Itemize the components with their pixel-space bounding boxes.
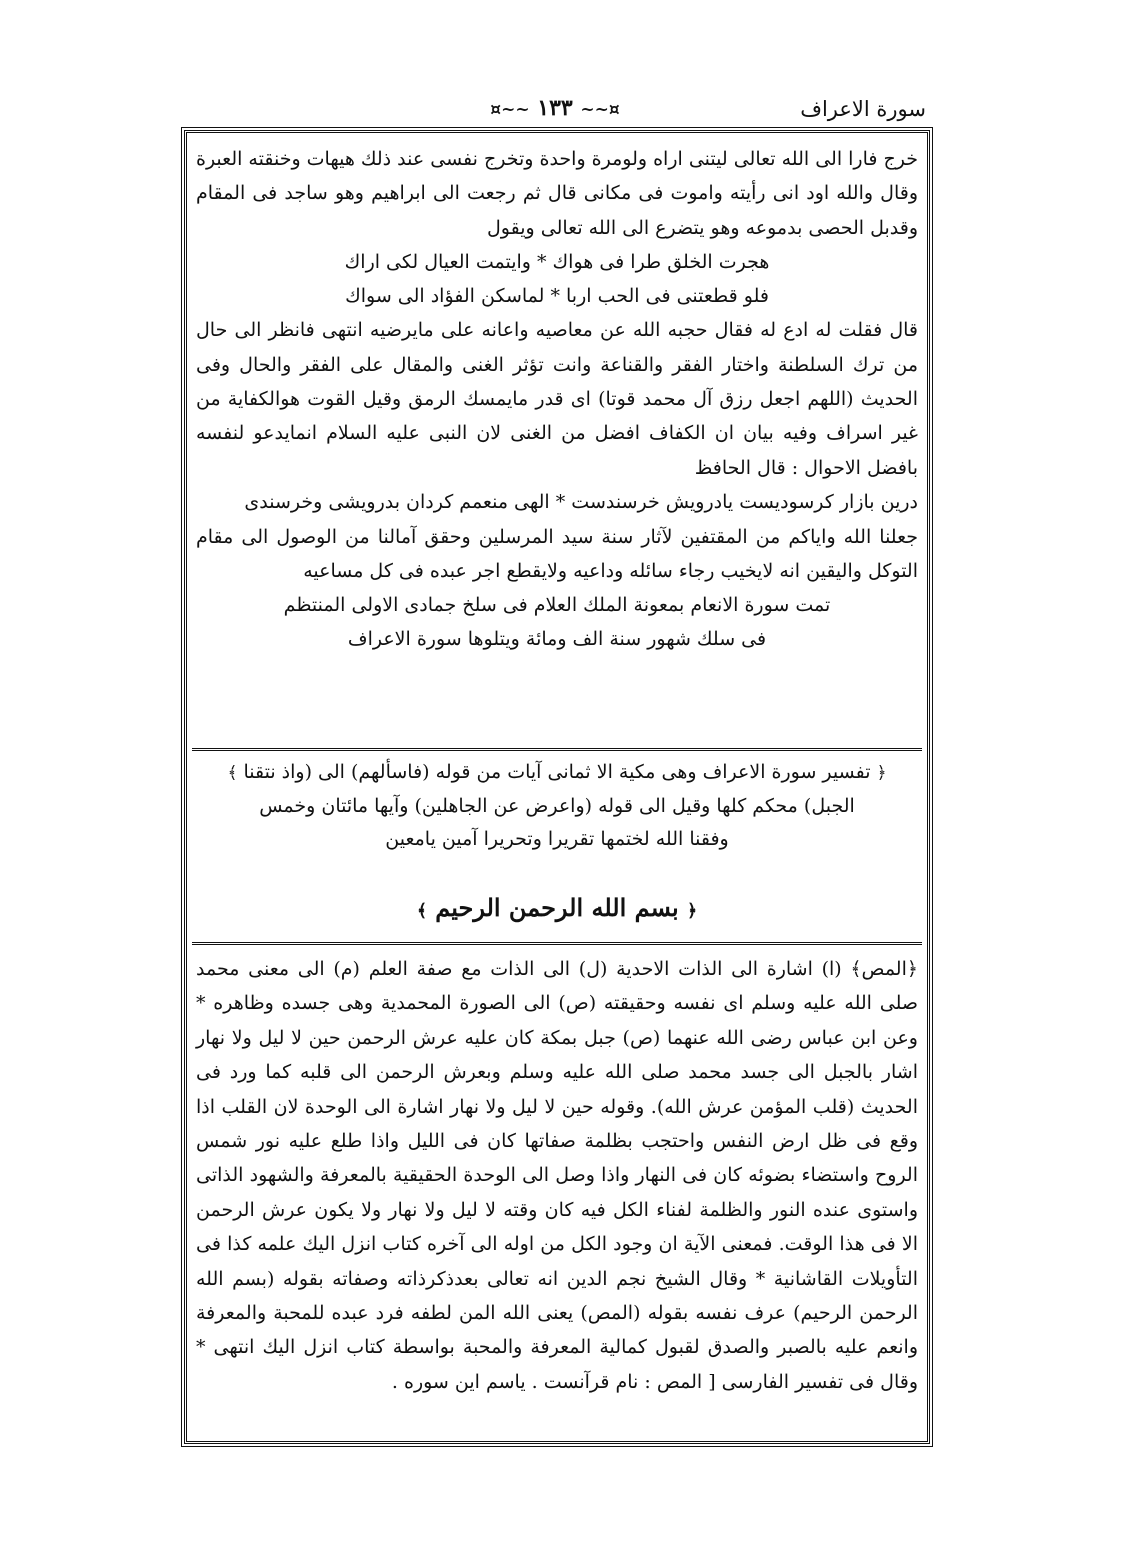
closing-line-1: تمت سورة الانعام بمعونة الملك العلام فى سلخ جمادى الاولى المنتظم: [283, 594, 831, 617]
verse-3: درين بازار كرسوديست يادرويش خرسندست * الهى منعمم كردان بدرويشى وخرسندى: [244, 491, 918, 514]
ornament-icon: ﴾: [416, 901, 427, 921]
paragraph-1: خرج فارا الى الله تعالى ليتنى اراه ولومرة واحدة وتخرج نفسى عند ذلك هيهات وخنقته العبرة وقال والله اود انى رأيته واموت فى مكانى قال ثم رجعت الى ابراهيم وهو ساجد فى المقام وقدبل الحصى بدموعه وهو يتضرع الى الله تعالى ويقول: [195, 148, 918, 239]
ornament-icon: ﴾: [227, 763, 238, 783]
intro-line-3: وفقنا الله لختمها تقريرا وتحريرا آمين يامعين: [385, 828, 729, 850]
ornament-icon: ﴿: [687, 901, 698, 921]
paragraph-3: جعلنا الله واياكم من المقتفين لآثار سنة سيد المرسلين وحقق آمالنا من الوصول الى مقام التوكل واليقين انه لايخيب رجاء سائله وداعيه ولايقطع اجر عبده فى كل مساعيه: [196, 525, 918, 583]
closing-line-2: فى سلك شهور سنة الف ومائة ويتلوها سورة الاعراف: [347, 628, 767, 651]
tafsir-paragraph: ﴿المص﴾ (ا) اشارة الى الذات الاحدية (ل) الى الذات مع صفة العلم (م) الى معنى محمد صلى الله عليه وسلم اى نفسه وحقيقته (ص) الى الصورة المحمدية وهى جسده وظاهره * وعن ابن عباس رضى الله عنهما (ص) جبل بمكة كان عليه عرش الرحمن حين لا ليل ولا نهار اشار بالجبل الى جسد محمد صلى الله عليه وسلم وبعرش الرحمن الى قلبه كما ورد فى الحديث (قلب المؤمن عرش الله). وقوله حين لا ليل ولا نهار اشارة الى الوحدة لان القلب اذا وقع فى ظل ارض النفس واحتجب بظلمة صفاتها كان فى الليل واذا طلع عليه نور شمس الروح واستضاء بضوئه كان فى النهار واذا وصل الى الوحدة الحقيقية بالمعرفة والشهود الذاتى واستوى عنده النور والظلمة لفناء الكل فيه كان وقته لا ليل ولا نهار ولا يكون عرش الرحمن الا فى هذا الوقت. فمعنى الآية ان وجود الكل من اوله الى آخره كتاب انزل اليك علمه كذا فى التأويلات القاشانية * وقال الشيخ نجم الدين انه تعالى بعدذكرذاته وصفاته بقوله (بسم الله الرحمن الرحيم) عرف نفسه بقوله (المص) يعنى الله المن لطفه فرد عبده للمحبة والمعرفة وانعم عليه بالصبر والصدق لقبول كمالية المعرفة والمحبة بواسطة كتاب انزل اليك انتهى * وقال فى تفسير الفارسى [ المص : نام قرآنست . ياسم اين سوره .: [196, 958, 918, 1393]
ornament-icon: ¤~~: [580, 100, 620, 120]
divider: [192, 748, 922, 751]
surah-intro: [196, 756, 918, 856]
intro-line-2: الجبل) محكم كلها وقيل الى قوله (واعرض عن الجاهلين) وآيها مائتان وخمس: [259, 795, 855, 817]
surah-name: سورة الاعراف: [800, 97, 926, 121]
paragraph-2: قال فقلت له ادع له فقال حجبه الله عن معاصيه واعانه على مايرضيه انتهى فانظر الى حال من ترك السلطنة واختار الفقر والقناعة وانت تؤثر الغنى والمقال على الفقر والحال وفى الحديث (اللهم اجعل رزق آل محمد قوتا) اى قدر مايمسك الرمق وقيل القوت هوالكفاية من غير اسراف وفيه بيان ان الكفاف افضل من الغنى لان النبى عليه السلام انمايدعو لنفسه بافضل الاحوال : قال الحافظ: [196, 319, 918, 479]
section-tafsir: [196, 952, 918, 1399]
ornament-icon: ﴿: [876, 763, 887, 783]
basmala: ﴿ بسم الله الرحمن الرحيم ﴾: [416, 893, 698, 922]
divider: [192, 942, 922, 945]
verse-2: فلو قطعتنى فى الحب اربا * لماسكن الفؤاد الى سواك: [345, 285, 769, 308]
verse-1: هجرت الخلق طرا فى هواك * وايتمت العيال لكى اراك: [344, 251, 770, 274]
intro-line-1: ﴿ تفسير سورة الاعراف وهى مكية الا ثمانى آيات من قوله (فاسألهم) الى (واذ نتقنا ﴾: [227, 761, 887, 783]
page-number: ١٣٣: [537, 95, 573, 121]
section-commentary: [196, 142, 918, 656]
ornament-icon: ~~¤: [490, 100, 530, 120]
page-header: [180, 95, 930, 125]
